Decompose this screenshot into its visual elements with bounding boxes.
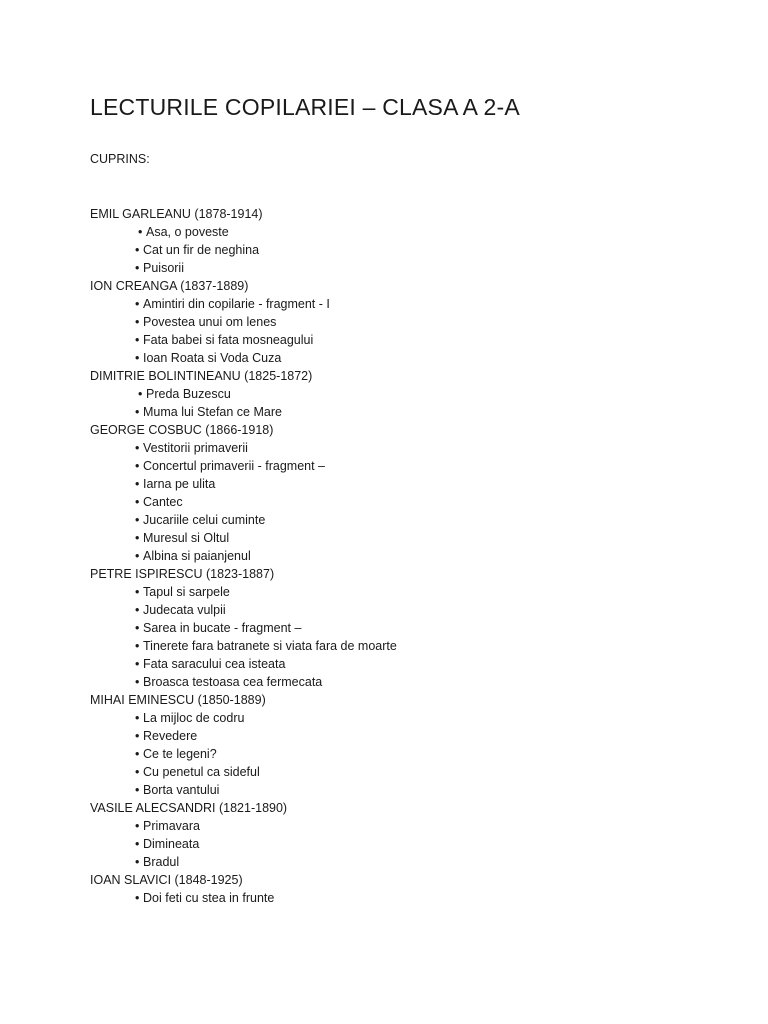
work-title: Amintiri din copilarie - fragment - I [143,297,330,311]
works-list [90,295,730,367]
works-list [90,385,730,421]
bullet-icon: • [135,711,140,725]
author-name: PETRE ISPIRESCU (1823-1887) [90,567,275,581]
work-title: Dimineata [143,837,200,851]
author-section [90,799,730,871]
work-title: Muresul si Oltul [143,531,230,545]
work-item [90,511,730,529]
work-title: La mijloc de codru [143,711,245,725]
work-item [90,439,730,457]
work-item [90,817,730,835]
bullet-icon: • [135,729,140,743]
work-title: Povestea unui om lenes [143,315,277,329]
bullet-icon: • [135,621,140,635]
works-list [90,889,730,907]
work-title: Muma lui Stefan ce Mare [143,405,282,419]
work-item [90,655,730,673]
author-name: DIMITRIE BOLINTINEANU (1825-1872) [90,369,313,383]
table-of-contents-label: CUPRINS: [90,152,150,166]
bullet-icon: • [135,783,140,797]
work-title: Cu penetul ca sideful [143,765,260,779]
bullet-icon: • [135,837,140,851]
work-title: Cantec [143,495,183,509]
bullet-icon: • [135,675,140,689]
work-item [90,727,730,745]
work-title: Sarea in bucate - fragment – [143,621,302,635]
document-title: LECTURILE COPILARIEI – CLASA A 2-A [90,94,520,120]
author-section [90,871,730,907]
bullet-icon: • [135,495,140,509]
works-list [90,583,730,691]
work-title: Tapul si sarpele [143,585,230,599]
work-item [90,385,730,403]
work-item [90,295,730,313]
work-title: Tinerete fara batranete si viata fara de moarte [143,639,397,653]
work-title: Concertul primaverii - fragment – [143,459,326,473]
works-list [90,817,730,871]
work-item [90,547,730,565]
work-title: Bradul [143,855,180,869]
works-list [90,223,730,277]
bullet-icon: • [135,459,140,473]
work-title: Revedere [143,729,198,743]
work-title: Ioan Roata si Voda Cuza [143,351,282,365]
bullet-icon: • [135,639,140,653]
bullet-icon: • [135,333,140,347]
author-name: VASILE ALECSANDRI (1821-1890) [90,801,288,815]
work-title: Ce te legeni? [143,747,217,761]
work-item [90,223,730,241]
work-item [90,583,730,601]
work-item [90,313,730,331]
author-section [90,205,730,277]
work-title: Broasca testoasa cea fermecata [143,675,323,689]
work-item [90,673,730,691]
work-item [90,709,730,727]
bullet-icon: • [135,603,140,617]
bullet-icon: • [135,657,140,671]
work-title: Jucariile celui cuminte [143,513,266,527]
bullet-icon: • [135,747,140,761]
work-item [90,259,730,277]
work-title: Cat un fir de neghina [143,243,260,257]
work-item [90,601,730,619]
bullet-icon: • [135,549,140,563]
author-section [90,277,730,367]
work-item [90,745,730,763]
work-item [90,763,730,781]
work-item [90,619,730,637]
works-list [90,709,730,799]
bullet-icon: • [135,819,140,833]
work-title: Fata saracului cea isteata [143,657,286,671]
bullet-icon: • [135,243,140,257]
bullet-icon: • [135,405,140,419]
work-title: Preda Buzescu [146,387,231,401]
author-name: IOAN SLAVICI (1848-1925) [90,873,243,887]
work-title: Asa, o poveste [146,225,229,239]
works-list [90,439,730,565]
author-section [90,367,730,421]
work-item [90,637,730,655]
bullet-icon: • [135,261,140,275]
bullet-icon: • [135,855,140,869]
bullet-icon: • [135,441,140,455]
work-item [90,493,730,511]
author-section [90,691,730,799]
table-of-contents [90,205,730,907]
work-title: Iarna pe ulita [143,477,216,491]
bullet-icon: • [135,351,140,365]
work-title: Borta vantului [143,783,220,797]
work-item [90,475,730,493]
work-item [90,403,730,421]
author-name: EMIL GARLEANU (1878-1914) [90,207,263,221]
work-title: Doi feti cu stea in frunte [143,891,275,905]
work-item [90,457,730,475]
work-item [90,889,730,907]
bullet-icon: • [138,387,143,401]
work-item [90,853,730,871]
bullet-icon: • [138,225,143,239]
bullet-icon: • [135,585,140,599]
bullet-icon: • [135,477,140,491]
bullet-icon: • [135,315,140,329]
work-item [90,241,730,259]
author-name: GEORGE COSBUC (1866-1918) [90,423,274,437]
bullet-icon: • [135,513,140,527]
work-item [90,781,730,799]
bullet-icon: • [135,765,140,779]
work-item [90,835,730,853]
bullet-icon: • [135,891,140,905]
work-item [90,331,730,349]
work-title: Vestitorii primaverii [143,441,248,455]
author-name: MIHAI EMINESCU (1850-1889) [90,693,266,707]
work-item [90,349,730,367]
work-title: Judecata vulpii [143,603,226,617]
work-item [90,529,730,547]
author-section [90,421,730,565]
bullet-icon: • [135,531,140,545]
work-title: Puisorii [143,261,184,275]
work-title: Albina si paianjenul [143,549,251,563]
author-section [90,565,730,691]
work-title: Primavara [143,819,200,833]
work-title: Fata babei si fata mosneagului [143,333,314,347]
author-name: ION CREANGA (1837-1889) [90,279,249,293]
bullet-icon: • [135,297,140,311]
